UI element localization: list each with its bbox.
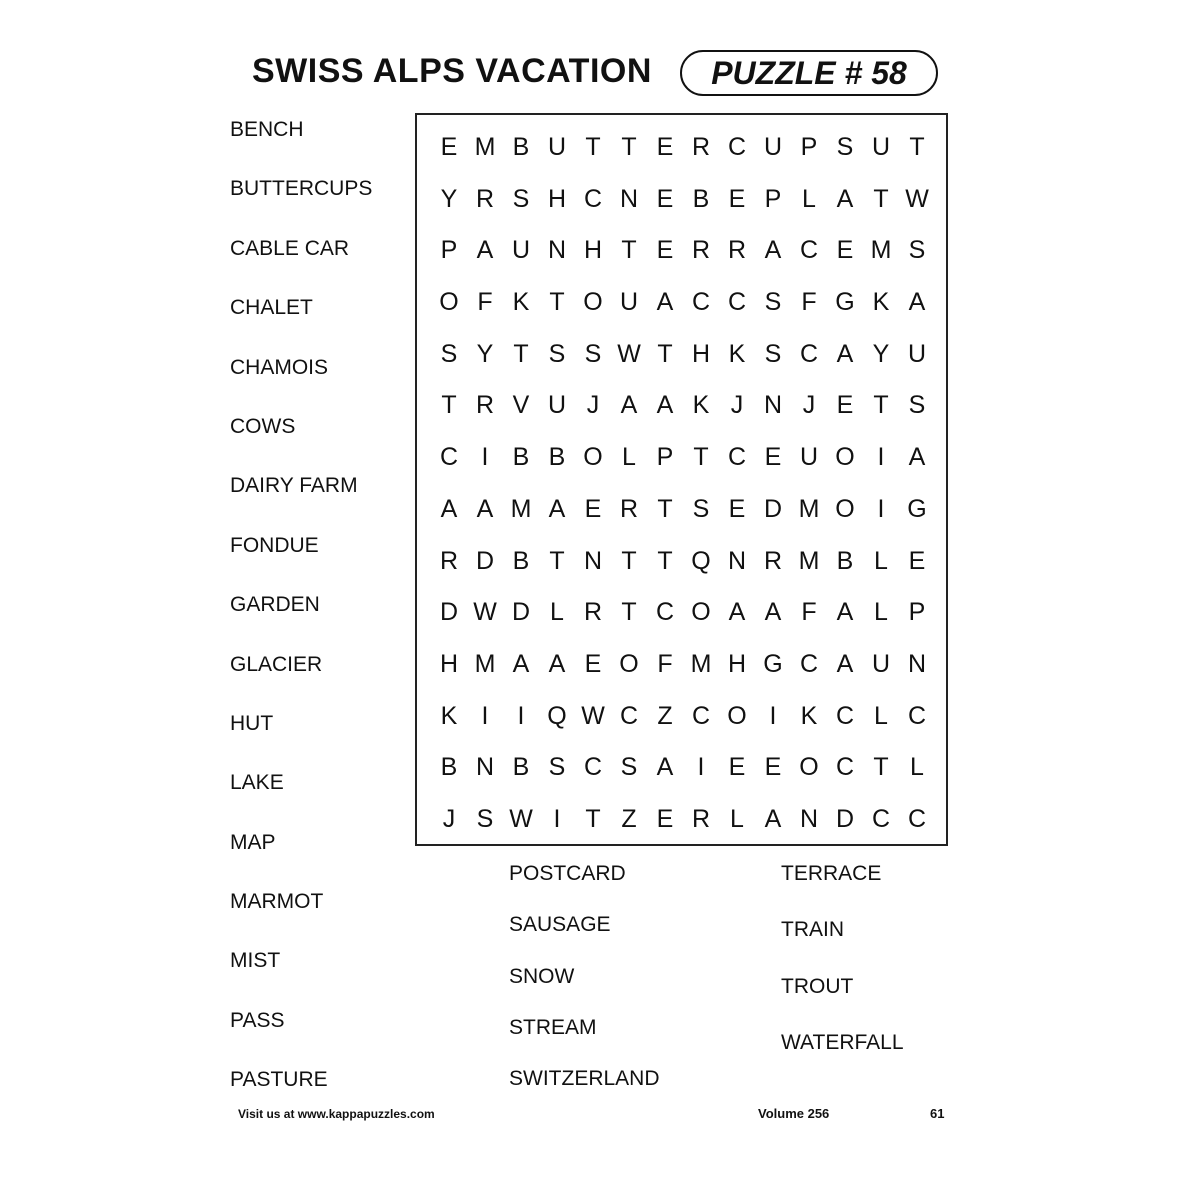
grid-letter[interactable]: B xyxy=(440,753,458,782)
grid-letter[interactable]: O xyxy=(583,443,603,472)
grid-letter[interactable]: J xyxy=(802,391,816,420)
word-list-item: SNOW xyxy=(509,964,575,988)
grid-letter[interactable]: E xyxy=(440,133,458,161)
word-search-grid xyxy=(431,127,935,851)
grid-letter[interactable]: C xyxy=(727,443,747,472)
grid-letter[interactable]: S xyxy=(548,753,566,782)
grid-letter[interactable]: C xyxy=(691,288,711,317)
grid-letter[interactable]: M xyxy=(798,546,820,575)
word-list-item: SWITZERLAND xyxy=(509,1067,660,1091)
grid-letter[interactable]: I xyxy=(481,701,489,730)
grid-letter[interactable]: A xyxy=(908,443,926,472)
grid-letter[interactable]: M xyxy=(690,649,712,678)
grid-letter[interactable]: O xyxy=(619,649,639,678)
grid-letter[interactable]: A xyxy=(476,236,494,265)
grid-letter[interactable]: T xyxy=(549,288,565,317)
grid-letter[interactable]: I xyxy=(517,701,525,730)
grid-letter[interactable]: O xyxy=(727,701,747,730)
grid-letter[interactable]: Q xyxy=(691,546,711,575)
grid-letter[interactable]: F xyxy=(477,288,493,317)
grid-letter[interactable]: J xyxy=(586,391,600,420)
grid-letter[interactable]: P xyxy=(908,598,926,627)
grid-letter[interactable]: U xyxy=(511,236,531,265)
grid-letter[interactable]: O xyxy=(835,443,855,472)
grid-letter[interactable]: G xyxy=(835,288,855,317)
grid-letter[interactable]: A xyxy=(512,649,530,678)
grid-letter[interactable]: U xyxy=(763,133,783,161)
grid-letter[interactable]: Y xyxy=(872,339,890,368)
grid-letter[interactable]: S xyxy=(908,391,926,420)
grid-letter[interactable]: C xyxy=(799,649,819,678)
grid-letter[interactable]: S xyxy=(836,133,854,161)
grid-letter[interactable]: Y xyxy=(440,184,458,213)
grid-letter[interactable]: N xyxy=(727,546,747,575)
grid-letter[interactable]: K xyxy=(512,288,530,317)
grid-letter[interactable]: L xyxy=(550,598,564,627)
grid-letter[interactable]: T xyxy=(549,546,565,575)
grid-letter[interactable]: C xyxy=(691,701,711,730)
word-list-item: GARDEN xyxy=(230,593,320,617)
word-list-item: COWS xyxy=(230,414,296,438)
word-list-item: GLACIER xyxy=(230,652,323,676)
grid-letter[interactable]: V xyxy=(512,391,530,420)
word-list-item: BENCH xyxy=(230,118,304,141)
word-list-left xyxy=(230,118,372,1128)
grid-letter[interactable]: C xyxy=(907,804,927,833)
grid-letter[interactable]: E xyxy=(836,391,854,420)
word-list-item: HUT xyxy=(230,711,274,735)
word-list-item: POSTCARD xyxy=(509,862,626,885)
word-list-item: MARMOT xyxy=(230,890,324,914)
grid-letter[interactable]: I xyxy=(877,494,885,523)
grid-letter[interactable]: C xyxy=(835,701,855,730)
grid-letter[interactable]: H xyxy=(547,184,567,213)
grid-letter[interactable]: H xyxy=(583,236,603,265)
grid-letter[interactable]: E xyxy=(584,649,602,678)
word-list-item: BUTTERCUPS xyxy=(230,177,373,201)
grid-letter[interactable]: A xyxy=(656,288,674,317)
grid-letter[interactable]: C xyxy=(583,753,603,782)
grid-letter[interactable]: R xyxy=(583,598,603,627)
word-list-middle xyxy=(509,862,660,1118)
grid-letter[interactable]: L xyxy=(874,546,888,575)
grid-letter[interactable]: R xyxy=(691,804,711,833)
grid-letter[interactable]: C xyxy=(871,804,891,833)
grid-letter[interactable]: R xyxy=(727,236,747,265)
grid-letter[interactable]: O xyxy=(799,753,819,782)
grid-letter[interactable]: M xyxy=(474,133,496,161)
grid-letter[interactable]: S xyxy=(476,804,494,833)
word-list-item: LAKE xyxy=(230,771,284,795)
grid-letter[interactable]: N xyxy=(547,236,567,265)
grid-letter[interactable]: T xyxy=(513,339,529,368)
grid-letter[interactable]: E xyxy=(656,133,674,161)
grid-letter[interactable]: S xyxy=(512,184,530,213)
grid-letter[interactable]: S xyxy=(764,339,782,368)
grid-letter[interactable]: C xyxy=(727,288,747,317)
grid-letter[interactable]: U xyxy=(547,391,567,420)
grid-letter[interactable]: F xyxy=(801,288,817,317)
grid-letter[interactable]: E xyxy=(908,546,926,575)
grid-letter[interactable]: T xyxy=(693,443,709,472)
grid-letter[interactable]: D xyxy=(835,804,855,833)
grid-letter[interactable]: N xyxy=(583,546,603,575)
grid-letter[interactable]: S xyxy=(440,339,458,368)
grid-letter[interactable]: R xyxy=(439,546,459,575)
grid-letter[interactable]: I xyxy=(481,443,489,472)
grid-letter[interactable]: R xyxy=(475,184,495,213)
grid-letter[interactable]: Y xyxy=(476,339,494,368)
grid-letter[interactable]: D xyxy=(439,598,459,627)
grid-letter[interactable]: E xyxy=(728,184,746,213)
grid-letter[interactable]: C xyxy=(835,753,855,782)
grid-letter[interactable]: S xyxy=(548,339,566,368)
grid-letter[interactable]: A xyxy=(656,391,674,420)
word-list-item: SAUSAGE xyxy=(509,913,611,937)
grid-letter[interactable]: I xyxy=(877,443,885,472)
grid-letter[interactable]: J xyxy=(730,391,744,420)
grid-letter[interactable]: A xyxy=(836,649,854,678)
grid-letter[interactable]: T xyxy=(873,391,889,420)
grid-letter[interactable]: T xyxy=(621,598,637,627)
grid-letter[interactable]: K xyxy=(872,288,890,317)
grid-letter[interactable]: S xyxy=(692,494,710,523)
grid-letter[interactable]: D xyxy=(475,546,495,575)
grid-letter[interactable]: E xyxy=(656,236,674,265)
grid-letter[interactable]: M xyxy=(510,494,532,523)
grid-letter[interactable]: A xyxy=(728,598,746,627)
grid-letter[interactable]: L xyxy=(874,598,888,627)
grid-letter[interactable]: T xyxy=(909,133,925,161)
word-list-item: CHALET xyxy=(230,296,313,320)
grid-letter[interactable]: T xyxy=(585,133,601,161)
grid-letter[interactable]: C xyxy=(583,184,603,213)
grid-letter[interactable]: B xyxy=(512,133,530,161)
grid-letter[interactable]: B xyxy=(512,546,530,575)
grid-letter[interactable]: B xyxy=(692,184,710,213)
grid-letter[interactable]: O xyxy=(835,494,855,523)
footer-page-number: 61 xyxy=(930,1106,945,1121)
grid-letter[interactable]: U xyxy=(907,339,927,368)
grid-letter[interactable]: T xyxy=(657,339,673,368)
grid-letter[interactable]: K xyxy=(440,701,458,730)
grid-letter[interactable]: N xyxy=(907,649,927,678)
grid-letter[interactable]: Z xyxy=(621,804,637,833)
grid-letter[interactable]: O xyxy=(439,288,459,317)
grid-letter[interactable]: B xyxy=(512,753,530,782)
grid-letter[interactable]: W xyxy=(617,339,641,368)
grid-letter[interactable]: A xyxy=(764,598,782,627)
grid-letter[interactable]: G xyxy=(907,494,927,523)
grid-letter[interactable]: A xyxy=(620,391,638,420)
word-search-grid-frame xyxy=(415,113,948,846)
grid-letter[interactable]: P xyxy=(764,184,782,213)
word-list-item: CABLE CAR xyxy=(230,236,350,260)
grid-letter[interactable]: N xyxy=(763,391,783,420)
grid-letter[interactable]: H xyxy=(439,649,459,678)
grid-letter[interactable]: T xyxy=(657,494,673,523)
word-list-item: TERRACE xyxy=(781,862,882,885)
grid-letter[interactable]: P xyxy=(440,236,458,265)
grid-letter[interactable]: N xyxy=(619,184,639,213)
grid-letter[interactable]: D xyxy=(763,494,783,523)
word-list-item: CHAMOIS xyxy=(230,355,329,379)
grid-letter[interactable]: R xyxy=(691,236,711,265)
grid-letter[interactable]: L xyxy=(622,443,636,472)
grid-letter[interactable]: C xyxy=(907,701,927,730)
grid-letter[interactable]: A xyxy=(548,494,566,523)
grid-letter[interactable]: A xyxy=(764,236,782,265)
word-list-item: FONDUE xyxy=(230,533,319,557)
grid-letter[interactable]: A xyxy=(836,339,854,368)
grid-letter[interactable]: S xyxy=(620,753,638,782)
grid-letter[interactable]: L xyxy=(910,753,924,782)
grid-letter[interactable]: W xyxy=(473,598,497,627)
word-list-item: MAP xyxy=(230,830,276,854)
grid-letter[interactable]: H xyxy=(691,339,711,368)
grid-letter[interactable]: A xyxy=(548,649,566,678)
grid-letter[interactable]: T xyxy=(657,546,673,575)
grid-letter[interactable]: A xyxy=(476,494,494,523)
word-list-item: TROUT xyxy=(781,974,854,998)
word-list-item: TRAIN xyxy=(781,918,844,942)
grid-letter[interactable]: U xyxy=(871,649,891,678)
grid-letter[interactable]: E xyxy=(656,804,674,833)
grid-letter[interactable]: C xyxy=(799,236,819,265)
grid-letter[interactable]: A xyxy=(764,804,782,833)
puzzle-number-badge: PUZZLE # 58 xyxy=(680,50,938,96)
grid-letter[interactable]: U xyxy=(619,288,639,317)
grid-letter[interactable]: E xyxy=(836,236,854,265)
grid-letter[interactable]: E xyxy=(764,443,782,472)
grid-letter[interactable]: E xyxy=(728,494,746,523)
grid-letter[interactable]: U xyxy=(871,133,891,161)
grid-letter[interactable]: U xyxy=(547,133,567,161)
grid-letter[interactable]: P xyxy=(800,133,818,161)
grid-letter[interactable]: G xyxy=(763,649,783,678)
grid-letter[interactable]: H xyxy=(727,649,747,678)
grid-letter[interactable]: N xyxy=(799,804,819,833)
grid-letter[interactable]: E xyxy=(728,753,746,782)
grid-letter[interactable]: S xyxy=(908,236,926,265)
grid-letter[interactable]: A xyxy=(836,598,854,627)
grid-letter[interactable]: L xyxy=(874,701,888,730)
grid-letter[interactable]: S xyxy=(584,339,602,368)
grid-letter[interactable]: N xyxy=(475,753,495,782)
word-list-item: DAIRY FARM xyxy=(230,474,358,498)
grid-letter[interactable]: A xyxy=(908,288,926,317)
grid-letter[interactable]: W xyxy=(509,804,533,833)
word-list-item: MIST xyxy=(230,949,281,973)
grid-letter[interactable]: R xyxy=(763,546,783,575)
grid-letter[interactable]: C xyxy=(619,701,639,730)
word-list-item: PASTURE xyxy=(230,1068,328,1092)
grid-letter[interactable]: K xyxy=(800,701,818,730)
grid-letter[interactable]: E xyxy=(584,494,602,523)
grid-letter[interactable]: B xyxy=(836,546,854,575)
grid-letter[interactable]: O xyxy=(691,598,711,627)
grid-letter[interactable]: I xyxy=(697,753,705,782)
page-title: SWISS ALPS VACATION xyxy=(252,52,652,90)
grid-letter[interactable]: T xyxy=(873,184,889,213)
grid-letter[interactable]: Q xyxy=(547,701,567,730)
grid-letter[interactable]: M xyxy=(870,236,892,265)
word-list-right xyxy=(781,862,904,1087)
footer-website: Visit us at www.kappapuzzles.com xyxy=(238,1107,435,1121)
grid-letter[interactable]: R xyxy=(691,133,711,161)
grid-letter[interactable]: W xyxy=(581,701,605,730)
grid-letter[interactable]: O xyxy=(583,288,603,317)
grid-letter[interactable]: L xyxy=(802,184,816,213)
grid-letter[interactable]: I xyxy=(769,701,777,730)
footer-volume: Volume 256 xyxy=(758,1106,830,1121)
grid-letter[interactable]: D xyxy=(511,598,531,627)
grid-letter[interactable]: E xyxy=(764,753,782,782)
grid-letter[interactable]: C xyxy=(439,443,459,472)
grid-letter[interactable]: T xyxy=(873,753,889,782)
grid-letter[interactable]: T xyxy=(441,391,457,420)
grid-letter[interactable]: K xyxy=(728,339,746,368)
grid-letter[interactable]: E xyxy=(656,184,674,213)
grid-letter[interactable]: C xyxy=(655,598,675,627)
grid-letter[interactable]: M xyxy=(798,494,820,523)
grid-letter[interactable]: F xyxy=(801,598,817,627)
grid-letter[interactable]: A xyxy=(836,184,854,213)
grid-letter[interactable]: K xyxy=(692,391,710,420)
grid-letter[interactable]: B xyxy=(512,443,530,472)
grid-letter[interactable]: R xyxy=(619,494,639,523)
grid-letter[interactable]: A xyxy=(440,494,458,523)
grid-letter[interactable]: C xyxy=(799,339,819,368)
grid-letter[interactable]: S xyxy=(764,288,782,317)
grid-letter[interactable]: R xyxy=(475,391,495,420)
word-list-item: WATERFALL xyxy=(781,1030,904,1054)
grid-letter[interactable]: T xyxy=(621,546,637,575)
grid-letter[interactable]: I xyxy=(553,804,561,833)
word-list-item: STREAM xyxy=(509,1015,597,1039)
grid-letter[interactable]: Z xyxy=(657,701,673,730)
grid-letter[interactable]: T xyxy=(585,804,601,833)
grid-letter[interactable]: C xyxy=(727,133,747,161)
grid-letter[interactable]: T xyxy=(621,133,637,161)
grid-letter[interactable]: T xyxy=(621,236,637,265)
grid-letter[interactable]: W xyxy=(905,184,929,213)
grid-letter[interactable]: J xyxy=(442,804,456,833)
grid-letter[interactable]: F xyxy=(657,649,673,678)
word-list-item: PASS xyxy=(230,1008,285,1032)
grid-letter[interactable]: M xyxy=(474,649,496,678)
grid-letter[interactable]: A xyxy=(656,753,674,782)
grid-letter[interactable]: U xyxy=(799,443,819,472)
grid-letter[interactable]: B xyxy=(548,443,566,472)
grid-letter[interactable]: L xyxy=(730,804,744,833)
grid-letter[interactable]: P xyxy=(656,443,674,472)
